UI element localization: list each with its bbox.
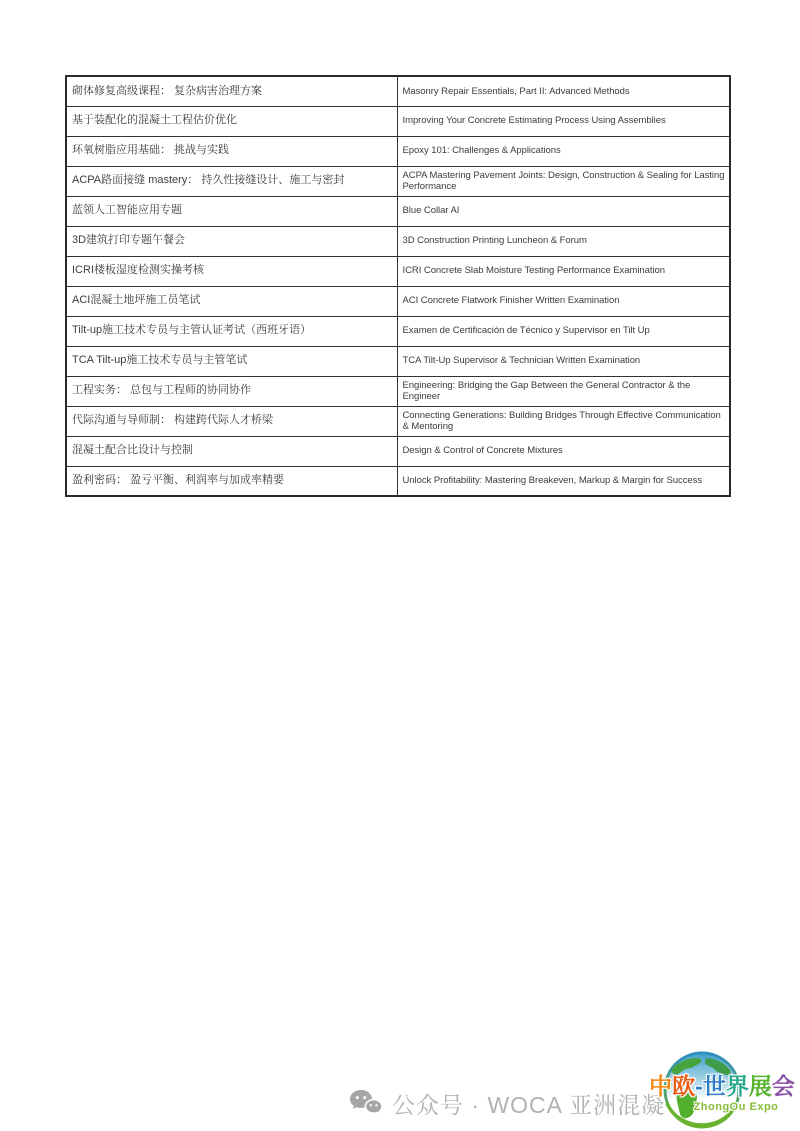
logo-char: 界: [725, 1073, 749, 1099]
table-cell-cn: 混凝土配合比设计与控制: [66, 436, 397, 466]
table-cell-cn: 盈利密码： 盈亏平衡、利润率与加成率精要: [66, 466, 397, 496]
table-row: [66, 166, 730, 196]
table-cell-en: Blue Collar AI: [397, 196, 730, 226]
table-cell-cn: 蓝领人工智能应用专题: [66, 196, 397, 226]
wechat-watermark: [349, 1086, 665, 1120]
zhongou-expo-logo: [644, 1051, 800, 1131]
table-cell-en: Unlock Profitability: Mastering Breakeven, Markup & Margin for Success: [397, 466, 730, 496]
table-cell-cn: ACI混凝土地坪施工员笔试: [66, 286, 397, 316]
table-cell-en: Epoxy 101: Challenges & Applications: [397, 136, 730, 166]
table-cell-cn: 3D建筑打印专题午餐会: [66, 226, 397, 256]
logo-char: 会: [771, 1073, 795, 1099]
table-cell-cn: Tilt-up施工技术专员与主管认证考试（西班牙语）: [66, 316, 397, 346]
table-cell-cn: TCA Tilt-up施工技术专员与主管笔试: [66, 346, 397, 376]
table-cell-cn: 砌体修复高级课程： 复杂病害治理方案: [66, 76, 397, 106]
table-cell-cn: ACPA路面接缝 mastery： 持久性接缝设计、施工与密封: [66, 166, 397, 196]
logo-char: 展: [748, 1073, 772, 1099]
table-cell-en: TCA Tilt-Up Supervisor & Technician Written Examination: [397, 346, 730, 376]
table-cell-en: ACPA Mastering Pavement Joints: Design, Construction & Sealing for Lasting Performance: [397, 166, 730, 196]
table-cell-en: ACI Concrete Flatwork Finisher Written Examination: [397, 286, 730, 316]
wechat-icon: [349, 1089, 383, 1117]
session-title-table: [65, 75, 731, 497]
table-row: [66, 436, 730, 466]
table-row: [66, 256, 730, 286]
table-row: [66, 346, 730, 376]
table-cell-en: 3D Construction Printing Luncheon & Forum: [397, 226, 730, 256]
table-cell-cn: 代际沟通与导师制： 构建跨代际人才桥梁: [66, 406, 397, 436]
logo-char: 中: [649, 1073, 673, 1099]
table-row: [66, 376, 730, 406]
table-row: [66, 406, 730, 436]
logo-cn-text: [644, 1075, 800, 1098]
table-row: [66, 136, 730, 166]
table-row: [66, 196, 730, 226]
table-cell-cn: ICRI楼板湿度检测实操考核: [66, 256, 397, 286]
table-row: [66, 316, 730, 346]
table-cell-en: Improving Your Concrete Estimating Process Using Assemblies: [397, 106, 730, 136]
table-row: [66, 286, 730, 316]
table-cell-cn: 环氧树脂应用基础： 挑战与实践: [66, 136, 397, 166]
logo-char: 世: [702, 1073, 726, 1099]
table-cell-en: Connecting Generations: Building Bridges Through Effective Communication & Mentoring: [397, 406, 730, 436]
table-row: [66, 76, 730, 106]
table-cell-en: Examen de Certificación de Técnico y Supervisor en Tilt Up: [397, 316, 730, 346]
table-cell-en: ICRI Concrete Slab Moisture Testing Performance Examination: [397, 256, 730, 286]
logo-en-text: ZhongOu Expo: [693, 1101, 779, 1113]
table-cell-cn: 基于装配化的混凝土工程估价优化: [66, 106, 397, 136]
table-cell-cn: 工程实务： 总包与工程师的协同协作: [66, 376, 397, 406]
table-cell-en: Engineering: Bridging the Gap Between the General Contractor & the Engineer: [397, 376, 730, 406]
table-row: [66, 226, 730, 256]
watermark-text: 公众号 · WOCA 亚洲混凝: [392, 1091, 666, 1118]
table-row: [66, 466, 730, 496]
table-row: [66, 106, 730, 136]
logo-char: 欧: [672, 1073, 696, 1099]
table-cell-en: Masonry Repair Essentials, Part II: Advanced Methods: [397, 76, 730, 106]
logo-char: -: [695, 1073, 703, 1099]
table-cell-en: Design & Control of Concrete Mixtures: [397, 436, 730, 466]
